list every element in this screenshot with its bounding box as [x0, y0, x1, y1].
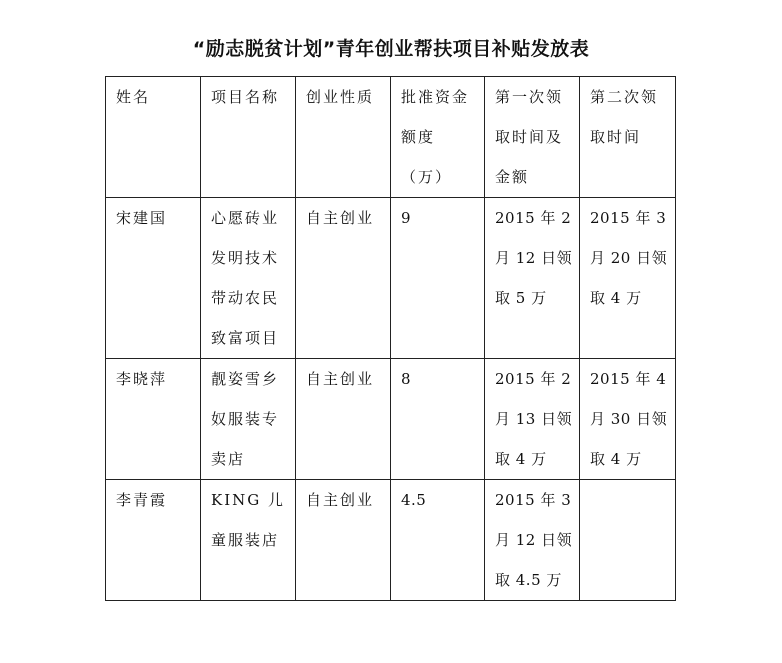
document-title: “励志脱贫计划”青年创业帮扶项目补贴发放表	[192, 38, 590, 60]
table-row	[106, 198, 676, 359]
cell-amount: 8	[391, 359, 485, 480]
cell-name: 宋建国	[106, 198, 201, 359]
cell-nature: 自主创业	[296, 359, 391, 480]
cell-project: 心愿砖业发明技术带动农民致富项目	[201, 198, 296, 359]
cell-nature: 自主创业	[296, 198, 391, 359]
cell-amount: 4.5	[391, 480, 485, 601]
cell-amount: 9	[391, 198, 485, 359]
header-second-payment: 第二次领取时间	[580, 77, 676, 198]
cell-nature: 自主创业	[296, 480, 391, 601]
header-nature: 创业性质	[296, 77, 391, 198]
header-approved-amount: 批准资金额度（万）	[391, 77, 485, 198]
header-project: 项目名称	[201, 77, 296, 198]
table-header-row	[106, 77, 676, 198]
cell-name: 李青霞	[106, 480, 201, 601]
cell-first-payment: 2015 年 2 月 12 日领取 5 万	[485, 198, 580, 359]
subsidy-table	[105, 76, 676, 601]
cell-second-payment	[580, 480, 676, 601]
table-row	[106, 359, 676, 480]
cell-name: 李晓萍	[106, 359, 201, 480]
cell-project: 靓姿雪乡奴服装专卖店	[201, 359, 296, 480]
cell-second-payment: 2015 年 3 月 20 日领取 4 万	[580, 198, 676, 359]
table-row	[106, 480, 676, 601]
header-first-payment: 第一次领取时间及金额	[485, 77, 580, 198]
cell-second-payment: 2015 年 4 月 30 日领取 4 万	[580, 359, 676, 480]
header-name: 姓名	[106, 77, 201, 198]
cell-first-payment: 2015 年 3 月 12 日领取 4.5 万	[485, 480, 580, 601]
cell-project: KING 儿童服装店	[201, 480, 296, 601]
cell-first-payment: 2015 年 2 月 13 日领取 4 万	[485, 359, 580, 480]
